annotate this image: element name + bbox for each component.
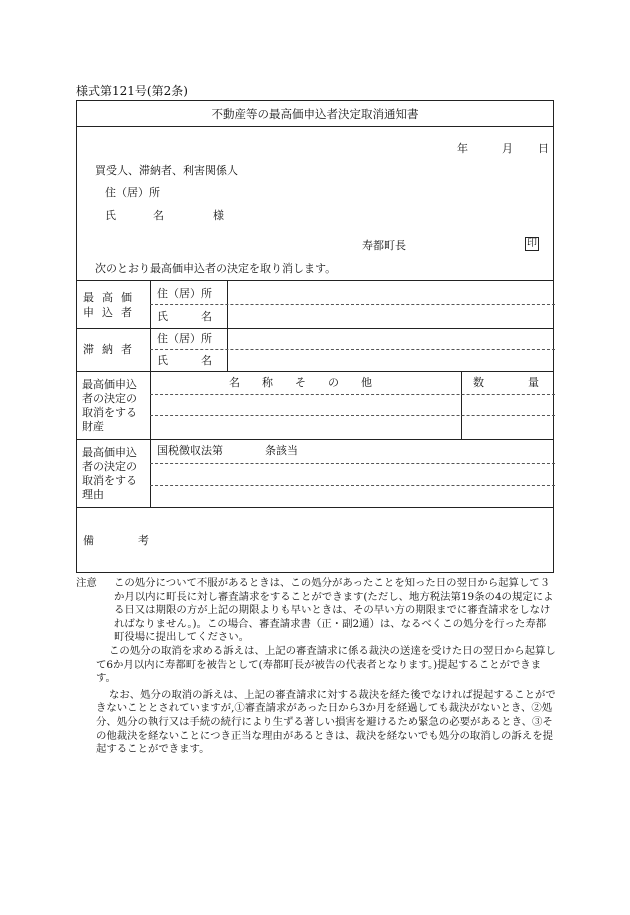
property-label-2: 者の決定の xyxy=(82,392,137,405)
highest-bidder-label-1: 最高価 xyxy=(83,291,140,304)
reason-label-3: 取消をする xyxy=(82,474,137,487)
notes-section xyxy=(76,577,556,757)
name-label-2: 名 xyxy=(153,209,164,222)
delinquent-name-label: 氏 名 xyxy=(157,354,212,367)
honorific: 様 xyxy=(213,209,224,222)
delinquent-address-label: 住（居）所 xyxy=(157,332,212,345)
reason-text-prefix: 国税徴収法第 xyxy=(157,444,223,457)
reason-label-4: 理由 xyxy=(82,488,104,501)
remarks-label: 備 考 xyxy=(83,534,149,547)
recipients-line: 買受人、滞納者、利害関係人 xyxy=(95,164,238,177)
note-p1-text: この処分について不服があるときは、この処分があったことを知った日の翌日から起算して３か月以内に町長に対し審査請求をすることができます(ただし、地方税法第19条の4の規定による日又は期限の方が上記の期限よりも早いときは、その早い方の期限までに審査請求をしなければなりません。)。この場合、審査請求書（正・副2通）は、なるべくこの処分を行った寿都町役場に提出してください。 xyxy=(114,577,554,644)
highest-bidder-label-2: 申込者 xyxy=(83,306,140,319)
delinquent-label: 滞納者 xyxy=(83,343,140,356)
intro-text: 次のとおり最高価申込者の決定を取り消します。 xyxy=(95,262,337,275)
note-paragraph-1 xyxy=(76,577,556,645)
date-year: 年 xyxy=(457,142,468,155)
property-col-qty: 数 量 xyxy=(473,376,539,389)
highest-bidder-address-label: 住（居）所 xyxy=(157,287,212,300)
reason-label-2: 者の決定の xyxy=(82,460,137,473)
note-lead: 注意 xyxy=(76,577,97,589)
reason-text-suffix: 条該当 xyxy=(265,444,298,457)
form-title: 不動産等の最高価申込者決定取消通知書 xyxy=(77,101,553,127)
date-month: 月 xyxy=(502,142,513,155)
seal-mark: 印 xyxy=(527,238,537,249)
property-label-1: 最高価申込 xyxy=(82,378,137,391)
name-label: 氏 xyxy=(105,209,116,222)
issuer-title: 寿都町長 xyxy=(362,239,406,252)
date-day: 日 xyxy=(538,142,549,155)
form-number: 様式第121号(第2条) xyxy=(76,84,188,98)
address-label: 住（居）所 xyxy=(105,186,160,199)
reason-label-1: 最高価申込 xyxy=(82,446,137,459)
property-label-4: 財産 xyxy=(82,420,104,433)
highest-bidder-name-label: 氏 名 xyxy=(157,310,212,323)
property-col-name: 名 称 そ の 他 xyxy=(229,376,372,389)
property-label-3: 取消をする xyxy=(82,406,137,419)
notice-form xyxy=(76,100,554,573)
note-paragraph-2: この処分の取消を求める訴えは、上記の審査請求に係る裁決の送達を受けた日の翌日から起算して6か月以内に寿都町を被告として(寿都町長が被告の代表者となります。)提起することができます。 xyxy=(96,644,556,685)
note-paragraph-3: なお、処分の取消の訴えは、上記の審査請求に対する裁決を経た後でなければ提起することができないこととされていますが,①審査請求があった日から3か月を経過しても裁決がないとき、②処分、処分の執行又は手続の続行により生ずる著しい損害を避けるため緊急の必要があるとき、③その他裁決を経ないことにつき正当な理由があるときは、裁決を経ないでも処分の取消しの訴えを提起することができます。 xyxy=(96,688,556,756)
